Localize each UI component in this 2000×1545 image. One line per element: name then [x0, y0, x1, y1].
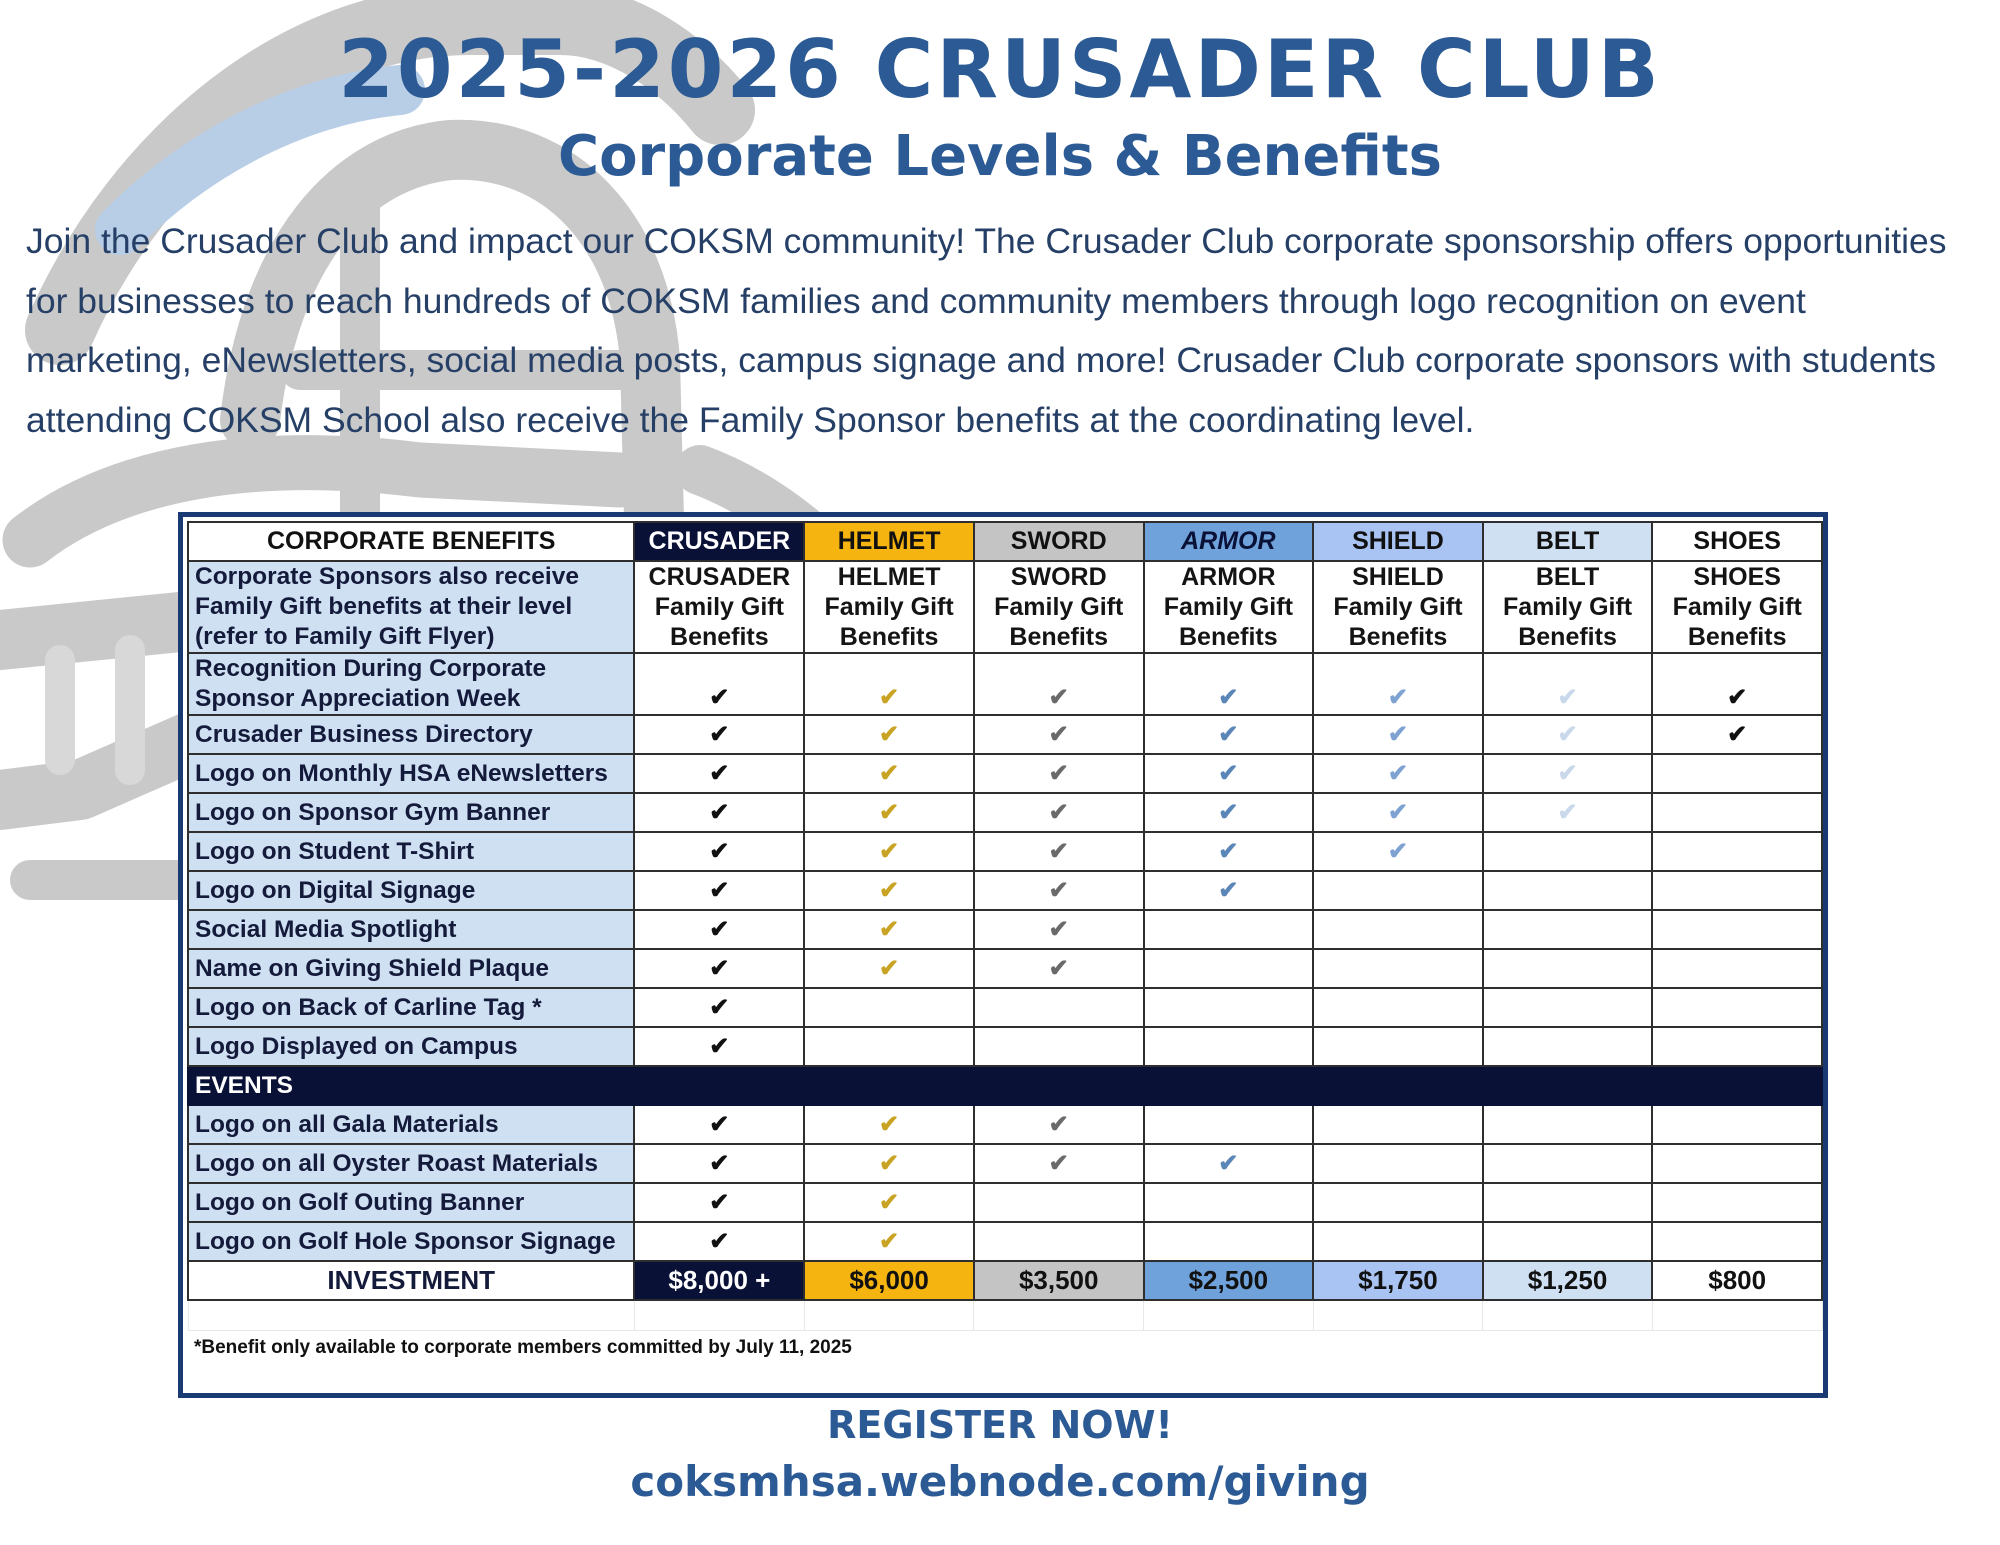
benefit-label [188, 715, 634, 754]
benefit-row [188, 832, 1822, 871]
checkmark-icon: ✔ [709, 1110, 730, 1138]
benefit-cell [1144, 715, 1314, 754]
benefit-cell [1144, 1222, 1314, 1261]
cell-text-line: Crusader Business Directory [195, 720, 533, 748]
events-fill-cell [1652, 1066, 1822, 1105]
checkmark-icon: ✔ [709, 1149, 730, 1177]
cell-text-line: Family Gift [1672, 593, 1802, 621]
investment-shoes: $800 [1652, 1261, 1822, 1300]
benefit-cell [974, 832, 1144, 871]
cell-text-line: Family Gift [994, 593, 1124, 621]
checkmark-icon: ✔ [1557, 798, 1578, 826]
benefit-cell [1483, 1222, 1653, 1261]
spacer-cell [1652, 1300, 1822, 1331]
spacer-cell [804, 1300, 974, 1331]
cell-text-line: Social Media Spotlight [195, 915, 457, 943]
benefit-cell [974, 949, 1144, 988]
page-title: 2025-2026 CRUSADER CLUB [338, 23, 1662, 116]
benefit-cell [634, 1183, 804, 1222]
benefit-cell [804, 871, 974, 910]
benefit-cell [1483, 871, 1653, 910]
benefit-cell [1144, 793, 1314, 832]
investment-sword: $3,500 [974, 1261, 1144, 1300]
investment-row [188, 1261, 1822, 1300]
spacer-row [188, 1300, 1822, 1331]
register-now-heading: REGISTER NOW! [827, 1403, 1173, 1447]
cell-text-line: CRUSADER [648, 563, 791, 591]
investment-shield: $1,750 [1313, 1261, 1483, 1300]
benefit-cell [1652, 793, 1822, 832]
cell-text-line: Logo on Golf Outing Banner [195, 1188, 525, 1216]
benefit-cell [1144, 871, 1314, 910]
benefit-cell [634, 1027, 804, 1066]
benefit-cell [1483, 754, 1653, 793]
benefit-cell [974, 793, 1144, 832]
checkmark-icon: ✔ [1387, 798, 1408, 826]
cell-text-line: Logo on Monthly HSA eNewsletters [195, 759, 608, 787]
benefit-cell [1313, 715, 1483, 754]
cell-text-line: Recognition During Corporate [195, 655, 547, 682]
checkmark-icon: ✔ [709, 1032, 730, 1060]
benefit-cell [804, 1222, 974, 1261]
benefit-cell [974, 871, 1144, 910]
events-fill-cell [1144, 1066, 1314, 1105]
checkmark-icon: ✔ [1048, 876, 1069, 904]
checkmark-icon: ✔ [709, 954, 730, 982]
benefit-cell [804, 832, 974, 871]
benefit-cell [1313, 988, 1483, 1027]
benefit-cell [634, 1144, 804, 1183]
spacer-cell [1144, 1300, 1314, 1331]
benefit-row [188, 871, 1822, 910]
benefit-label [188, 832, 634, 871]
checkmark-icon: ✔ [879, 876, 900, 904]
benefit-cell [1144, 1027, 1314, 1066]
checkmark-icon: ✔ [1048, 837, 1069, 865]
cell-text-line: Logo on Sponsor Gym Banner [195, 798, 551, 826]
header-row [188, 522, 1822, 561]
checkmark-icon: ✔ [1727, 720, 1748, 748]
benefit-cell [804, 1027, 974, 1066]
spacer-cell [974, 1300, 1144, 1331]
benefit-cell [804, 988, 974, 1027]
benefit-row [188, 988, 1822, 1027]
benefit-row [188, 910, 1822, 949]
benefit-cell [974, 754, 1144, 793]
checkmark-icon: ✔ [1048, 684, 1069, 711]
checkmark-icon: ✔ [1048, 1149, 1069, 1177]
cell-text-line: Logo on Student T-Shirt [195, 837, 474, 865]
checkmark-icon: ✔ [879, 1188, 900, 1216]
benefit-cell [1313, 832, 1483, 871]
benefit-cell [634, 910, 804, 949]
benefit-label [188, 793, 634, 832]
header-level-belt: BELT [1483, 522, 1653, 561]
investment-helmet: $6,000 [804, 1261, 974, 1300]
benefit-cell [1652, 1105, 1822, 1144]
intro-paragraph: Join the Crusader Club and impact our COKSM community! The Crusader Club corporate sponsorship offers opportunities for businesses to reach hundreds of COKSM families and community members through logo recognition on event marketing, eNewsletters, social media posts, campus signage and more! Crusader Club corporate sponsors with students attending COKSM School also receive the Family Sponsor benefits at the coordinating level. [26, 221, 1947, 440]
benefit-cell [1652, 1027, 1822, 1066]
benefit-label [188, 988, 634, 1027]
checkmark-icon: ✔ [709, 720, 730, 748]
events-fill-cell [804, 1066, 974, 1105]
benefit-cell [1483, 715, 1653, 754]
benefit-cell [1144, 910, 1314, 949]
benefit-cell [1313, 653, 1483, 715]
benefit-cell [1144, 754, 1314, 793]
checkmark-icon: ✔ [709, 1227, 730, 1255]
benefit-row [188, 1222, 1822, 1261]
page-subtitle: Corporate Levels & Benefits [557, 124, 1443, 189]
benefit-cell [804, 910, 974, 949]
checkmark-icon: ✔ [879, 1110, 900, 1138]
header-corporate-benefits: CORPORATE BENEFITS [188, 522, 634, 561]
checkmark-icon: ✔ [709, 876, 730, 904]
checkmark-icon: ✔ [709, 1188, 730, 1216]
checkmark-icon: ✔ [879, 1149, 900, 1177]
benefit-cell [804, 653, 974, 715]
benefit-row [188, 1144, 1822, 1183]
benefit-row [188, 1027, 1822, 1066]
investment-crusader: $8,000 + [634, 1261, 804, 1300]
benefit-cell [1483, 653, 1653, 715]
benefit-cell [1652, 1183, 1822, 1222]
benefit-cell [1144, 1183, 1314, 1222]
benefit-row [188, 715, 1822, 754]
benefit-cell [634, 754, 804, 793]
benefit-label [188, 1222, 634, 1261]
spacer-cell [188, 1300, 634, 1331]
header-level-shoes: SHOES [1652, 522, 1822, 561]
cell-text-line: Sponsor Appreciation Week [195, 685, 521, 712]
benefit-cell [974, 1183, 1144, 1222]
benefit-cell [1652, 832, 1822, 871]
benefit-cell [1313, 1027, 1483, 1066]
family-gift-row [188, 561, 1822, 653]
benefit-cell [1313, 1144, 1483, 1183]
checkmark-icon: ✔ [709, 993, 730, 1021]
benefit-cell [634, 793, 804, 832]
benefit-cell [974, 910, 1144, 949]
checkmark-icon: ✔ [879, 954, 900, 982]
benefit-cell [804, 1105, 974, 1144]
cell-text-line: HELMET [837, 563, 941, 591]
checkmark-icon: ✔ [1218, 684, 1239, 711]
benefit-row [188, 1105, 1822, 1144]
family-gift-label [188, 561, 634, 653]
benefit-row [188, 754, 1822, 793]
cell-text-line: Logo Displayed on Campus [195, 1032, 518, 1060]
checkmark-icon: ✔ [1048, 915, 1069, 943]
benefit-cell [1652, 1222, 1822, 1261]
benefit-cell [1313, 754, 1483, 793]
benefit-cell [1313, 910, 1483, 949]
family-gift-shoes [1652, 561, 1822, 653]
benefit-cell [974, 1105, 1144, 1144]
checkmark-icon: ✔ [879, 720, 900, 748]
cell-text-line: Family Gift benefits at their level [195, 593, 573, 620]
events-label: EVENTS [188, 1066, 634, 1105]
checkmark-icon: ✔ [1048, 720, 1069, 748]
checkmark-icon: ✔ [1048, 759, 1069, 787]
benefit-cell [634, 715, 804, 754]
cell-text-line: Family Gift [1502, 593, 1633, 621]
benefit-cell [1144, 832, 1314, 871]
benefit-row [188, 1183, 1822, 1222]
checkmark-icon: ✔ [1557, 720, 1578, 748]
benefit-cell [804, 1183, 974, 1222]
benefit-cell [804, 754, 974, 793]
benefits-table-frame [178, 512, 1828, 1398]
benefit-cell [1483, 1144, 1653, 1183]
benefit-cell [634, 949, 804, 988]
checkmark-icon: ✔ [1218, 798, 1239, 826]
benefit-cell [1652, 988, 1822, 1027]
checkmark-icon: ✔ [879, 798, 900, 826]
checkmark-icon: ✔ [1218, 837, 1239, 865]
benefit-cell [1652, 949, 1822, 988]
checkmark-icon: ✔ [1727, 684, 1748, 711]
cell-text-line: SWORD [1010, 563, 1107, 591]
checkmark-icon: ✔ [1218, 1149, 1239, 1177]
investment-armor: $2,500 [1144, 1261, 1314, 1300]
header-level-helmet: HELMET [804, 522, 974, 561]
cell-text-line: Corporate Sponsors also receive [195, 563, 579, 590]
checkmark-icon: ✔ [879, 837, 900, 865]
checkmark-icon: ✔ [1557, 684, 1578, 711]
investment-label: INVESTMENT [188, 1261, 634, 1300]
benefit-cell [1144, 1105, 1314, 1144]
events-fill-cell [634, 1066, 804, 1105]
cell-text-line: Benefits [670, 623, 769, 651]
checkmark-icon: ✔ [1048, 798, 1069, 826]
family-gift-crusader [634, 561, 804, 653]
family-gift-helmet [804, 561, 974, 653]
benefit-cell [1483, 949, 1653, 988]
checkmark-icon: ✔ [1387, 759, 1408, 787]
benefit-cell [1144, 949, 1314, 988]
cell-text-line: Logo on Digital Signage [195, 876, 476, 904]
benefit-cell [634, 1105, 804, 1144]
checkmark-icon: ✔ [709, 915, 730, 943]
benefit-cell [1483, 793, 1653, 832]
cell-text-line: Family Gift [824, 593, 954, 621]
checkmark-icon: ✔ [1387, 720, 1408, 748]
benefit-cell [804, 1144, 974, 1183]
cell-text-line: (refer to Family Gift Flyer) [195, 623, 495, 650]
family-gift-armor [1144, 561, 1314, 653]
spacer-cell [1483, 1300, 1653, 1331]
cell-text-line: Logo on all Oyster Roast Materials [195, 1149, 598, 1177]
benefit-cell [1483, 1027, 1653, 1066]
checkmark-icon: ✔ [1557, 759, 1578, 787]
cell-text-line: Benefits [839, 623, 939, 651]
benefit-cell [1483, 832, 1653, 871]
benefit-cell [1483, 1183, 1653, 1222]
cell-text-line: Family Gift [654, 593, 784, 621]
benefit-cell [804, 793, 974, 832]
benefit-cell [974, 1222, 1144, 1261]
benefit-row [188, 653, 1822, 715]
benefit-cell [1483, 988, 1653, 1027]
benefit-cell [634, 832, 804, 871]
benefit-cell [1313, 1222, 1483, 1261]
checkmark-icon: ✔ [1387, 684, 1408, 711]
benefit-row [188, 793, 1822, 832]
footnote: *Benefit only available to corporate members committed by July 11, 2025 [194, 1336, 852, 1358]
benefit-cell [634, 1222, 804, 1261]
benefit-label [188, 871, 634, 910]
cell-text-line: Family Gift [1333, 593, 1463, 621]
benefit-cell [634, 871, 804, 910]
events-fill-cell [974, 1066, 1144, 1105]
checkmark-icon: ✔ [1048, 954, 1069, 982]
benefit-row [188, 949, 1822, 988]
checkmark-icon: ✔ [709, 837, 730, 865]
cell-text-line: SHOES [1693, 563, 1781, 591]
benefit-cell [1652, 1144, 1822, 1183]
benefit-cell [1313, 1183, 1483, 1222]
cell-text-line: Benefits [1179, 623, 1278, 651]
benefit-cell [974, 653, 1144, 715]
checkmark-icon: ✔ [1218, 720, 1239, 748]
cell-text-line: Name on Giving Shield Plaque [195, 954, 549, 982]
benefit-cell [1313, 1105, 1483, 1144]
benefit-cell [974, 715, 1144, 754]
benefit-cell [1144, 988, 1314, 1027]
cell-text-line: Benefits [1687, 623, 1787, 651]
checkmark-icon: ✔ [879, 684, 900, 711]
header-level-shield: SHIELD [1313, 522, 1483, 561]
cell-text-line: Family Gift [1163, 593, 1293, 621]
cell-text-line: BELT [1535, 563, 1600, 591]
benefit-label [188, 1027, 634, 1066]
benefit-cell [1313, 949, 1483, 988]
benefit-cell [1652, 871, 1822, 910]
benefit-cell [974, 1144, 1144, 1183]
benefit-cell [634, 653, 804, 715]
header-level-sword: SWORD [974, 522, 1144, 561]
giving-url-link[interactable]: coksmhsa.webnode.com/giving [630, 1457, 1370, 1506]
benefit-cell [634, 988, 804, 1027]
benefit-cell [1144, 653, 1314, 715]
checkmark-icon: ✔ [1218, 759, 1239, 787]
spacer-cell [634, 1300, 804, 1331]
footnote-row [188, 1331, 1822, 1365]
header-level-armor: ARMOR [1144, 522, 1314, 561]
cell-text-line: Benefits [1518, 623, 1617, 651]
benefit-cell [1483, 1105, 1653, 1144]
checkmark-icon: ✔ [879, 915, 900, 943]
benefit-cell [974, 988, 1144, 1027]
benefit-cell [1652, 653, 1822, 715]
family-gift-shield [1313, 561, 1483, 653]
cell-text-line: ARMOR [1181, 563, 1276, 591]
benefit-cell [1652, 715, 1822, 754]
family-gift-sword [974, 561, 1144, 653]
cell-text-line: SHIELD [1352, 563, 1444, 591]
benefit-cell [804, 949, 974, 988]
benefit-label [188, 754, 634, 793]
header-level-crusader: CRUSADER [634, 522, 804, 561]
benefit-cell [1313, 793, 1483, 832]
checkmark-icon: ✔ [1218, 876, 1239, 904]
benefits-table [187, 521, 1823, 1364]
checkmark-icon: ✔ [879, 1227, 900, 1255]
checkmark-icon: ✔ [709, 684, 730, 711]
checkmark-icon: ✔ [1048, 1110, 1069, 1138]
cell-text-line: Logo on Golf Hole Sponsor Signage [195, 1227, 616, 1255]
cell-text-line: Benefits [1009, 623, 1109, 651]
benefit-cell [804, 715, 974, 754]
checkmark-icon: ✔ [709, 759, 730, 787]
events-section-row [188, 1066, 1822, 1105]
cell-text-line: Logo on Back of Carline Tag * [195, 993, 542, 1021]
benefit-cell [1313, 871, 1483, 910]
benefit-label [188, 1144, 634, 1183]
benefit-cell [1652, 754, 1822, 793]
cell-text-line: Logo on all Gala Materials [195, 1110, 499, 1138]
benefit-label [188, 653, 634, 715]
family-gift-belt [1483, 561, 1653, 653]
events-fill-cell [1483, 1066, 1653, 1105]
benefit-label [188, 1183, 634, 1222]
checkmark-icon: ✔ [879, 759, 900, 787]
benefit-label [188, 949, 634, 988]
events-fill-cell [1313, 1066, 1483, 1105]
benefit-label [188, 1105, 634, 1144]
benefit-cell [974, 1027, 1144, 1066]
benefit-cell [1652, 910, 1822, 949]
benefit-label [188, 910, 634, 949]
cell-text-line: Benefits [1348, 623, 1448, 651]
benefit-cell [1483, 910, 1653, 949]
benefit-cell [1144, 1144, 1314, 1183]
investment-belt: $1,250 [1483, 1261, 1653, 1300]
checkmark-icon: ✔ [1387, 837, 1408, 865]
checkmark-icon: ✔ [709, 798, 730, 826]
spacer-cell [1313, 1300, 1483, 1331]
